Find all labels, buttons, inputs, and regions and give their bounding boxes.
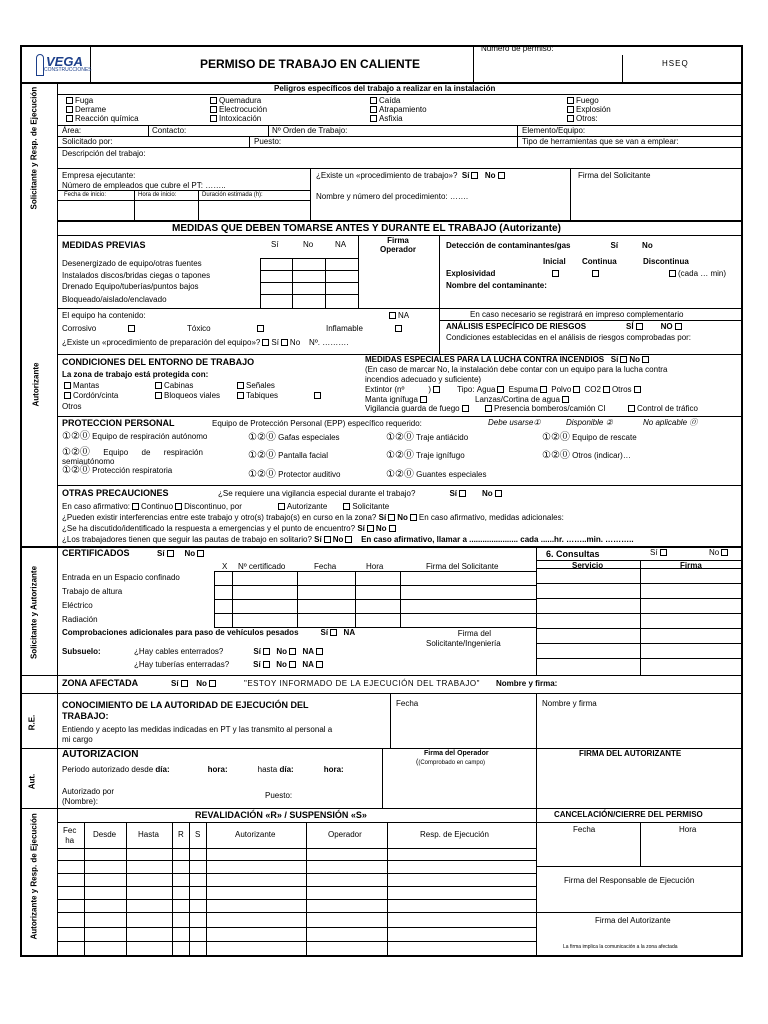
extintor[interactable]: Extintor (nº ): [365, 386, 442, 394]
col-s: S: [195, 830, 201, 839]
condiciones-riesgo: Condiciones establecidas en el análisis de riesgos comprobadas por:: [446, 333, 692, 342]
col-autorizante: Autorizante: [235, 830, 276, 839]
col-no: No: [303, 240, 314, 249]
contenido-inflamable[interactable]: Inflamable: [326, 325, 404, 333]
firma-autorizante-label: FIRMA DEL AUTORIZANTE: [579, 749, 682, 758]
solicitado-field[interactable]: Solicitado por:: [62, 137, 113, 146]
lanzas-agua[interactable]: Lanzas/Cortina de agua: [475, 396, 571, 404]
logo: VEGA: [46, 54, 83, 69]
epp-otros[interactable]: ①②⓪ Otros (indicar)…: [542, 450, 631, 461]
herramientas-field[interactable]: Tipo de herramientas que se van a emplear:: [522, 137, 679, 146]
col-servicio: Servicio: [572, 561, 604, 570]
medidas-title: MEDIDAS QUE DEBEN TOMARSE ANTES Y DURANTE EL TRABAJO (Autorizante): [172, 223, 561, 234]
epp-disponible: Disponible ②: [566, 418, 613, 427]
col-inicial: Inicial: [543, 257, 566, 266]
col-desde: Desde: [93, 830, 117, 839]
emergencias[interactable]: ¿Se ha discutido/identificado la respuesta a emergencias y el punto de encuentro? Sí No: [62, 525, 398, 533]
epp-protector-auditivo[interactable]: ①②⓪ Protector auditivo: [248, 469, 341, 480]
impreso-note: En caso necesario se registrará en impreso complementario: [470, 310, 684, 319]
epp-respiracion-autonomo[interactable]: ①②⓪ Equipo de respiración autónomo: [62, 431, 208, 442]
hazard-otros[interactable]: Otros:: [565, 115, 598, 123]
estoy-informado: "ESTOY INFORMADO DE LA EJECUCIÓN DEL TRABAJO": [244, 679, 480, 688]
trabajo-solitario[interactable]: ¿Los trabajadores tienen que seguir las pautas de trabajo en solitario? Sí No En caso afirmativo, llamar a ...................... cada ......hr. ……..min. ………..: [62, 535, 634, 544]
epp-title: PROTECCION PERSONAL: [62, 418, 175, 428]
tuberias-enterradas[interactable]: ¿Hay tuberías enterradas? Sí No NA: [134, 661, 325, 669]
cert-radiacion: Radiación: [62, 615, 98, 624]
epp-gafas[interactable]: ①②⓪ Gafas especiales: [248, 432, 340, 443]
entorno-bloqueos[interactable]: Bloqueos viales: [153, 392, 220, 400]
zona-nombre-firma[interactable]: Nombre y firma:: [496, 679, 558, 688]
entorno-otros[interactable]: Otros: [62, 402, 82, 411]
col-discontinua: Discontinua: [643, 257, 689, 266]
col-ncert: Nº certificado: [238, 562, 286, 571]
extintor-tipo[interactable]: Tipo: Agua Espuma Polvo CO2 Otros: [457, 386, 643, 394]
page-title: PERMISO DE TRABAJO EN CALIENTE: [200, 57, 421, 71]
cancelacion-title: CANCELACIÓN/CIERRE DEL PERMISO: [554, 810, 703, 819]
hazard-intoxicacion[interactable]: Intoxicación: [208, 115, 261, 123]
revalidacion-title: REVALIDACIÓN «R» / SUSPENSIÓN «S»: [195, 810, 367, 820]
firma-responsable[interactable]: Firma del Responsable de Ejecución: [564, 876, 695, 885]
incendios-desc2: incendios adecuado y suficiente): [365, 375, 482, 384]
hazard-quemadura[interactable]: Quemadura: [208, 97, 261, 105]
firma-ingenieria: Firma del Solicitante/Ingeniería: [426, 629, 501, 648]
hazard-atrapamiento[interactable]: Atrapamiento: [368, 106, 427, 114]
nombre-procedimiento-field[interactable]: Nombre y número del procedimiento: …….: [316, 192, 469, 201]
vehiculos-pesados[interactable]: Comprobaciones adicionales para paso de vehículos pesados Sí NA: [62, 628, 356, 637]
side-label-sol-aut: Solicitante y Autorizante: [29, 565, 39, 660]
cancel-fecha[interactable]: Fecha: [573, 825, 596, 834]
col-x: X: [222, 562, 228, 571]
cert-espacio-confinado: Entrada en un Espacio confinado: [62, 573, 180, 582]
interferencias[interactable]: ¿Pueden existir interferencias entre este trabajo y otro(s) trabajo(s) en curso en la zona? Sí No En caso afirmativo, medidas adicionales:: [62, 513, 564, 522]
epp-equipo-rescate[interactable]: ①②⓪ Equipo de rescate: [542, 432, 637, 443]
col-na: NA: [335, 240, 347, 249]
consultas-title: 6. Consultas: [546, 549, 600, 559]
certificados-title[interactable]: CERTIFICADOS: [62, 548, 130, 558]
hazard-caida[interactable]: Caída: [368, 97, 400, 105]
firma-autorizante-cierre[interactable]: Firma del Autorizante: [595, 916, 671, 925]
descripcion-field[interactable]: Descripción del trabajo:: [62, 149, 146, 158]
col-fecha-reval: Fec ha: [63, 826, 77, 845]
comprobado-campo: ((Comprobado en campo): [416, 759, 486, 766]
col-firma-solicitante: Firma del Solicitante: [426, 562, 499, 571]
incendios-desc1: (En caso de marcar No, la instalación debe contar con un equipo para la lucha contra: [365, 365, 668, 374]
permit-number-label: Número de permiso:: [481, 44, 554, 53]
manta-ignifuga[interactable]: Manta ignífuga: [365, 396, 429, 404]
vigilancia-afirmativo[interactable]: En caso afirmativo: Continuo Discontinuo, por Autorizante Solicitante: [62, 502, 390, 511]
hazards-title: Peligros específicos del trabajo a realizar en la instalación: [274, 84, 496, 93]
hazard-fuga[interactable]: Fuga: [64, 97, 93, 105]
control-trafico[interactable]: Control de tráfico: [626, 405, 698, 413]
epp-traje-ignifugo[interactable]: ①②⓪ Traje ignífugo: [386, 450, 465, 461]
autorizado-puesto[interactable]: Puesto:: [265, 791, 293, 800]
epp-requerido: Equipo de Protección Personal (EPP) específico requerido:: [212, 419, 422, 428]
cancel-hora[interactable]: Hora: [679, 825, 697, 834]
firma-operador-label: Firma del Operador: [424, 750, 489, 757]
incendios-title[interactable]: MEDIDAS ESPECIALES PARA LA LUCHA CONTRA INCENDIOS Sí No: [365, 356, 651, 364]
equipo-contenido: El equipo ha contenido:: [62, 311, 146, 320]
entorno-title: CONDICIONES DEL ENTORNO DE TRABAJO: [62, 357, 255, 367]
contenido-corrosivo[interactable]: Corrosivo: [62, 325, 137, 333]
hazard-asfixia[interactable]: Asfixia: [368, 115, 403, 123]
periodo-autorizado[interactable]: Periodo autorizado desde día: hora: hasta día: hora:: [62, 765, 344, 774]
analisis-riesgos[interactable]: ANÁLISIS ESPECÍFICO DE RIESGOS SÍ NO: [446, 323, 684, 331]
entorno-mantas[interactable]: Mantas: [62, 382, 99, 390]
previa-4: Bloqueado/aislado/enclavado: [62, 295, 167, 304]
hazard-derrame[interactable]: Derrame: [64, 106, 106, 114]
cert-altura: Trabajo de altura: [62, 587, 123, 596]
entorno-tabiques[interactable]: Tabiques: [235, 392, 323, 400]
previa-3: Drenado Equipo/tuberías/puntos bajos: [62, 282, 199, 291]
consultas-si[interactable]: Sí: [650, 549, 669, 557]
previa-2: Instalados discos/bridas ciegas o tapones: [62, 271, 211, 280]
col-firma-consulta: Firma: [680, 561, 702, 570]
hazard-explosion[interactable]: Explosión: [565, 106, 611, 114]
conocimiento-text: Entiendo y acepto las medidas indicadas en PT y las transmito al personal a mi cargo: [62, 725, 333, 744]
logo-subtitle: CONSTRUCCIONES: [44, 67, 92, 73]
contenido-na[interactable]: NA: [387, 312, 409, 320]
col-hora: Hora: [366, 562, 384, 571]
epp-no-aplicable: No aplicable ⓪: [643, 418, 698, 427]
col-hasta: Hasta: [138, 830, 159, 839]
conocimiento-fecha[interactable]: Fecha: [396, 699, 419, 708]
zona-afectada-title: ZONA AFECTADA: [62, 678, 139, 688]
orden-field[interactable]: Nº Orden de Trabajo:: [272, 126, 348, 135]
explosividad-inicial[interactable]: [550, 270, 561, 278]
explosividad-label: Explosividad: [446, 269, 496, 278]
conocimiento-title: CONOCIMIENTO DE LA AUTORIDAD DE EJECUCIÓN DEL TRABAJO:: [62, 700, 309, 721]
col-firma-operador: Firma Operador: [379, 236, 416, 254]
certificados-si-no[interactable]: Sí No: [157, 550, 206, 558]
vigilancia-especial[interactable]: ¿Se requiere una vigilancia especial durante el trabajo? Sí No: [218, 490, 504, 498]
col-resp-ejecucion: Resp. de Ejecución: [420, 830, 489, 839]
proc-preparacion[interactable]: ¿Existe un «procedimiento de preparación del equipo»? Sí No Nº. ……….: [62, 338, 349, 347]
epp-semiautonomo: semiautónomo: [62, 457, 115, 466]
hazard-reaccion[interactable]: Reacción química: [64, 115, 139, 123]
hora-inicio-field[interactable]: Hora de inicio:: [138, 192, 177, 198]
side-label-re: R.E.: [27, 714, 37, 731]
col-operador: Operador: [328, 830, 362, 839]
entorno-senales[interactable]: Señales: [235, 382, 275, 390]
epp-guantes[interactable]: ①②⓪ Guantes especiales: [386, 469, 487, 480]
side-label-aut-resp: Autorizante y Resp. de Ejecución: [29, 813, 39, 940]
procedimiento-question: ¿Existe un «procedimiento de trabajo»? Sí No: [316, 172, 507, 180]
nombre-contaminante[interactable]: Nombre del contaminante:: [446, 281, 547, 290]
contacto-field[interactable]: Contacto:: [152, 126, 187, 135]
side-label-aut: Aut.: [27, 773, 37, 790]
side-label-solicitante: Solicitante y Resp. de Ejecución: [29, 86, 39, 210]
elemento-field[interactable]: Elemento/Equipo:: [522, 126, 586, 135]
epp-pantalla-facial[interactable]: ①②⓪ Pantalla facial: [248, 450, 328, 461]
contenido-toxico[interactable]: Tóxico: [187, 325, 266, 333]
firma-solicitante-label: Firma del Solicitante: [578, 171, 651, 180]
otras-title: OTRAS PRECAUCIONES: [62, 488, 169, 498]
col-continua: Continua: [582, 257, 617, 266]
deteccion-title: Detección de contaminantes/gas Sí No: [446, 241, 653, 250]
autorizacion-title: AUTORIZACION: [62, 749, 139, 760]
epp-proteccion-respiratoria[interactable]: ①②⓪ Protección respiratoria: [62, 465, 173, 476]
hseq-label: HSEQ: [662, 59, 689, 68]
vigilancia-fuego[interactable]: Vigilancia guarda de fuego: [365, 405, 471, 413]
cables-enterrados[interactable]: ¿Hay cables enterrados? Sí No NA: [134, 648, 325, 656]
firma-nota: La firma implica la comunicación a la zona afectada: [563, 944, 678, 950]
explosividad-discontinua[interactable]: (cada … min): [667, 270, 726, 278]
zona-si-no[interactable]: Sí No: [171, 680, 218, 688]
conocimiento-nombre[interactable]: Nombre y firma: [542, 699, 597, 708]
entorno-cabinas[interactable]: Cabinas: [153, 382, 193, 390]
entorno-cordon[interactable]: Cordón/cinta: [62, 392, 118, 400]
medidas-previas-title: MEDIDAS PREVIAS: [62, 240, 146, 250]
empleados-field[interactable]: Número de empleados que cubre el PT: ……..: [62, 181, 226, 190]
puesto-field[interactable]: Puesto:: [254, 137, 282, 146]
previa-1: Desenergizado de equipo/otras fuentes: [62, 259, 202, 268]
col-si: Sí: [271, 240, 279, 249]
area-field[interactable]: Área:: [62, 126, 82, 135]
consultas-no[interactable]: No: [709, 549, 730, 557]
col-fecha: Fecha: [314, 562, 337, 571]
presencia-bomberos[interactable]: Presencia bomberos/camión CI: [483, 405, 606, 413]
epp-debe-usarse: Debe usarse①: [488, 418, 541, 427]
explosividad-continua[interactable]: [590, 270, 601, 278]
zona-protegida: La zona de trabajo está protegida con:: [62, 370, 209, 379]
empresa-field[interactable]: Empresa ejecutante:: [62, 171, 136, 180]
epp-respiracion-semi[interactable]: ①②⓪ Equipo de respiración: [62, 447, 203, 458]
hazard-electrocucion[interactable]: Electrocución: [208, 106, 267, 114]
subsuelo-label: Subsuelo:: [62, 647, 101, 656]
hazard-fuego[interactable]: Fuego: [565, 97, 599, 105]
col-r: R: [178, 830, 184, 839]
side-label-autorizante: Autorizante: [31, 362, 41, 407]
autorizado-por[interactable]: Autorizado por (Nombre):: [62, 787, 115, 807]
epp-traje-antiacido[interactable]: ①②⓪ Traje antiácido: [386, 432, 469, 443]
duracion-field[interactable]: Duración estimada (h):: [202, 192, 263, 198]
cert-electrico: Eléctrico: [62, 601, 93, 610]
logo-icon: [36, 54, 44, 76]
fecha-inicio-field[interactable]: Fecha de inicio:: [64, 192, 107, 198]
